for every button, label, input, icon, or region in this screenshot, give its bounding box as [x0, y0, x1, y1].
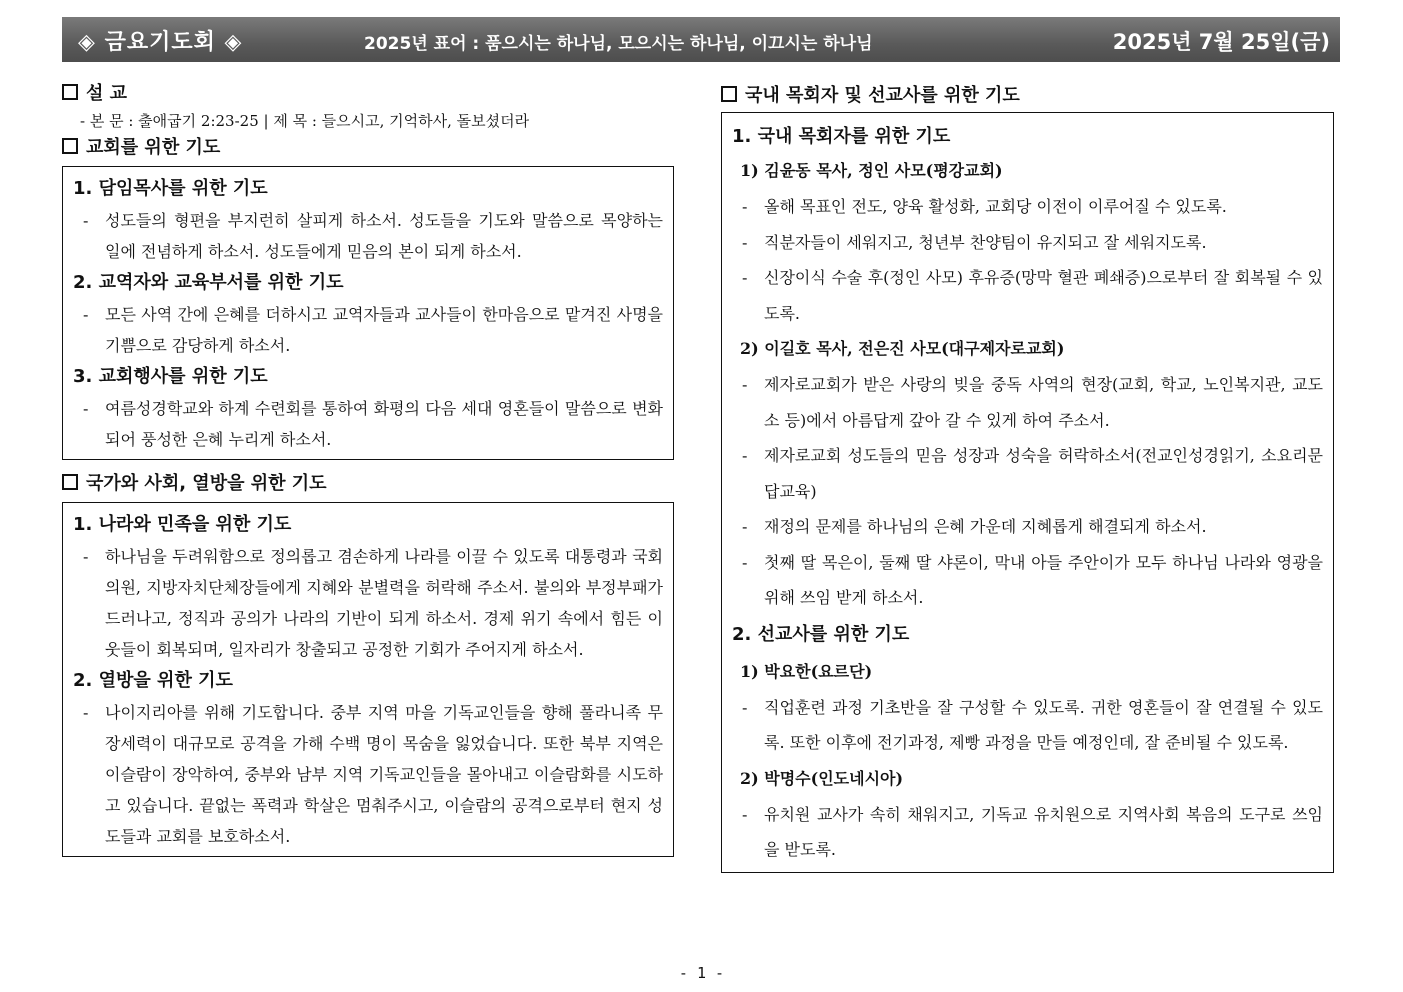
prayer-item: - 성도들의 형편을 부지런히 살피게 하소서. 성도들을 기도와 말씀으로 목양하는 일에 전념하게 하소서. 성도들에게 믿음의 본이 되게 하소서. — [83, 211, 663, 261]
right-column — [721, 80, 1334, 873]
church-title-text: 교회를 위한 기도 — [86, 137, 221, 158]
pastors-missionaries-section-title — [721, 82, 1334, 110]
prayer-item-text: 재정의 문제를 하나님의 은혜 가운데 지혜롭게 해결되게 하소서. — [764, 517, 1207, 536]
prayer-item: - 신장이식 수술 후(정인 사모) 후유증(망막 혈관 폐쇄증)으로부터 잘 회복될 수 있도록. — [742, 268, 1323, 323]
prayer-item-text: 올해 목표인 전도, 양육 활성화, 교회당 이전이 이루어질 수 있도록. — [764, 197, 1227, 216]
sermon-title-text: 설 교 — [86, 83, 128, 104]
nation-section-title — [62, 470, 674, 498]
prayer-item-text: 하나님을 두려워함으로 정의롭고 겸손하게 나라를 이끌 수 있도록 대통령과 국회의원, 지방자치단체장들에게 지혜와 분별력을 허락해 주소서. 불의와 부정부패가 드러나고, 정직과 공의가 나라의 기반이 되게 하소서. 경제 위기 속에서 힘든 이웃들이 회복되며, 일자리가 창출되고 공정한 기회가 주어지게 하소서. — [105, 547, 663, 659]
prayer-item: - 하나님을 두려워함으로 정의롭고 겸손하게 나라를 이끌 수 있도록 대통령과 국회의원, 지방자치단체장들에게 지혜와 분별력을 허락해 주소서. 불의와 부정부패가 드러나고, 정직과 공의가 나라의 기반이 되게 하소서. 경제 위기 속에서 힘든 이웃들이 회복되며, 일자리가 창출되고 공정한 기회가 주어지게 하소서. — [83, 547, 663, 659]
prayer-item-text: 나이지리아를 위해 기도합니다. 중부 지역 마을 기독교인들을 향해 풀라니족 무장세력이 대규모로 공격을 가해 수백 명이 목숨을 잃었습니다. 또한 북부 지역은 이슬람이 장악하여, 중부와 남부 지역 기독교인들을 몰아내고 이슬람화를 시도하고 있습니다. 끝없는 폭력과 학살은 멈춰주시고, 이슬람의 공격으로부터 현지 성도들과 교회를 보호하소서. — [105, 703, 663, 846]
page-header — [62, 17, 1340, 62]
nation-title-text: 국가와 사회, 열방을 위한 기도 — [86, 473, 327, 494]
missionary-heading: 2. 선교사를 위한 기도 — [732, 623, 910, 645]
prayer-item-text: 직업훈련 과정 기초반을 잘 구성할 수 있도록. 귀한 영혼들이 잘 연결될 수 있도록. 또한 이후에 전기과정, 제빵 과정을 만들 예정인데, 잘 준비될 수 있도록. — [764, 697, 1323, 752]
prayer-item: - 직업훈련 과정 기초반을 잘 구성할 수 있도록. 귀한 영혼들이 잘 연결될 수 있도록. 또한 이후에 전기과정, 제빵 과정을 만들 예정인데, 잘 준비될 수 있도록. — [742, 697, 1323, 752]
church-section-title — [62, 134, 674, 162]
prayer-heading: 1. 나라와 민족을 위한 기도 — [73, 514, 292, 535]
prayer-item-text: 신장이식 수술 후(정인 사모) 후유증(망막 혈관 폐쇄증)으로부터 잘 회복될 수 있도록. — [764, 268, 1323, 323]
prayer-heading: 2. 교역자와 교육부서를 위한 기도 — [73, 272, 344, 293]
checkbox-square-icon — [721, 86, 737, 102]
prayer-heading: 2. 열방을 위한 기도 — [73, 670, 233, 691]
prayer-item-text: 성도들의 형편을 부지런히 살피게 하소서. 성도들을 기도와 말씀으로 목양하는 일에 전념하게 하소서. 성도들에게 믿음의 본이 되게 하소서. — [105, 211, 663, 261]
prayer-item: - 모든 사역 간에 은혜를 더하시고 교역자들과 교사들이 한마음으로 맡겨진 사명을 기쁨으로 감당하게 하소서. — [83, 305, 663, 355]
pastors-missionaries-box — [721, 112, 1334, 873]
header-date: 2025년 7월 25일(금) — [1112, 30, 1330, 54]
prayer-item: - 유치원 교사가 속히 채워지고, 기독교 유치원으로 지역사회 복음의 도구로 쓰임을 받도록. — [742, 804, 1323, 859]
sermon-info: - 본 문 : 출애굽기 2:23-25 | 제 목 : 들으시고, 기억하사, 돌보셨더라 — [80, 112, 530, 130]
domestic-heading: 1. 국내 목회자를 위한 기도 — [732, 126, 951, 147]
prayer-item: - 제자로교회가 받은 사랑의 빚을 중독 사역의 현장(교회, 학교, 노인복지관, 교도소 등)에서 아름답게 갚아 갈 수 있게 하여 주소서. — [742, 375, 1323, 430]
prayer-item-text: 유치원 교사가 속히 채워지고, 기독교 유치원으로 지역사회 복음의 도구로 쓰임을 받도록. — [764, 804, 1323, 859]
prayer-item-text: 여름성경학교와 하계 수련회를 통하여 화평의 다음 세대 영혼들이 말씀으로 변화되어 풍성한 은혜 누리게 하소서. — [105, 399, 663, 449]
nation-prayer-box — [62, 502, 674, 857]
pastor-name: 1) 김윤동 목사, 정인 사모(평강교회) — [740, 161, 1003, 180]
left-column — [62, 80, 674, 857]
header-title: ◈ 금요기도회 ◈ — [78, 30, 243, 55]
page-number: - 1 - — [678, 964, 725, 982]
church-prayer-box — [62, 166, 674, 460]
checkbox-square-icon — [62, 138, 78, 154]
prayer-item: - 직분자들이 세워지고, 청년부 찬양팀이 유지되고 잘 세워지도록. — [742, 232, 1207, 252]
prayer-heading: 3. 교회행사를 위한 기도 — [73, 366, 268, 387]
prayer-item-text: 직분자들이 세워지고, 청년부 찬양팀이 유지되고 잘 세워지도록. — [764, 232, 1207, 252]
prayer-item: - 올해 목표인 전도, 양육 활성화, 교회당 이전이 이루어질 수 있도록. — [742, 197, 1227, 216]
prayer-item-text: 제자로교회 성도들의 믿음 성장과 성숙을 허락하소서(전교인성경읽기, 소요리문답교육) — [764, 446, 1323, 501]
prayer-item: - 제자로교회 성도들의 믿음 성장과 성숙을 허락하소서(전교인성경읽기, 소요리문답교육) — [742, 446, 1323, 501]
header-motto: 2025년 표어 : 품으시는 하나님, 모으시는 하나님, 이끄시는 하나님 — [364, 34, 873, 54]
checkbox-square-icon — [62, 84, 78, 100]
missionary-name: 2) 박명수(인도네시아) — [740, 768, 904, 788]
prayer-item-text: 모든 사역 간에 은혜를 더하시고 교역자들과 교사들이 한마음으로 맡겨진 사명을 기쁨으로 감당하게 하소서. — [105, 305, 663, 355]
missionary-name: 1) 박요한(요르단) — [740, 661, 873, 681]
prayer-item: - 재정의 문제를 하나님의 은혜 가운데 지혜롭게 해결되게 하소서. — [742, 517, 1207, 536]
sermon-section-title — [62, 80, 674, 108]
right-title-text: 국내 목회자 및 선교사를 위한 기도 — [745, 85, 1020, 106]
pastor-name: 2) 이길호 목사, 전은진 사모(대구제자로교회) — [740, 339, 1065, 358]
checkbox-square-icon — [62, 474, 78, 490]
prayer-item: - 첫째 딸 목은이, 둘째 딸 샤론이, 막내 아들 주안이가 모두 하나님 나라와 영광을 위해 쓰임 받게 하소서. — [742, 552, 1323, 607]
prayer-item: - 여름성경학교와 하계 수련회를 통하여 화평의 다음 세대 영혼들이 말씀으로 변화되어 풍성한 은혜 누리게 하소서. — [83, 399, 663, 449]
prayer-item: - 나이지리아를 위해 기도합니다. 중부 지역 마을 기독교인들을 향해 풀라니족 무장세력이 대규모로 공격을 가해 수백 명이 목숨을 잃었습니다. 또한 북부 지역은 이슬람이 장악하여, 중부와 남부 지역 기독교인들을 몰아내고 이슬람화를 시도하고 있습니다. 끝없는 폭력과 학살은 멈춰주시고, 이슬람의 공격으로부터 현지 성도들과 교회를 보호하소서. — [83, 703, 663, 846]
prayer-item-text: 제자로교회가 받은 사랑의 빚을 중독 사역의 현장(교회, 학교, 노인복지관, 교도소 등)에서 아름답게 갚아 갈 수 있게 하여 주소서. — [764, 375, 1323, 430]
prayer-heading: 1. 담임목사를 위한 기도 — [73, 178, 268, 199]
prayer-item-text: 첫째 딸 목은이, 둘째 딸 샤론이, 막내 아들 주안이가 모두 하나님 나라와 영광을 위해 쓰임 받게 하소서. — [764, 552, 1323, 607]
